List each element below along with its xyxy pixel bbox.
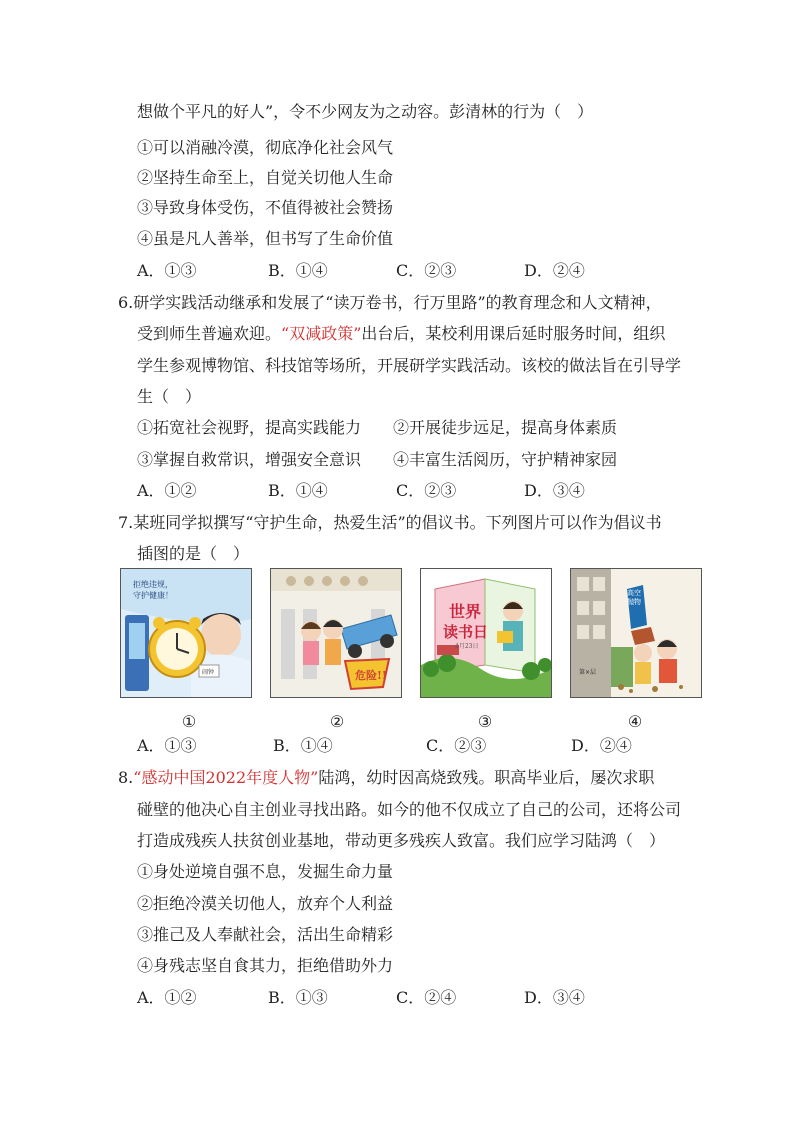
q5-option-d: D．②④ [524,261,585,280]
q6-item-3: ③掌握自救常识，增强安全意识 [137,450,362,469]
q8-highlight: “感动中国2022年度人物” [133,768,319,787]
pic4-floor-tag: 第×层 [579,669,597,676]
q8-stem-text: 陆鸿，幼时因高烧致残。职高毕业后，屡次求职 [318,768,655,787]
pic1-clock-label: 闹钟 [202,669,215,676]
q7-stem-line-2: 插图的是（ ） [137,544,250,563]
q6-stem-line-1: 6.研学实践活动继承和发展了“读万卷书，行万里路”的教育理念和人文精神， [118,293,662,312]
q6-stem-line-3: 学生参观博物馆、科技馆等场所，开展研学实践活动。该校的做法旨在引导学 [137,356,682,375]
q8-stem-line-1 [118,768,654,788]
pic3-title-line-2: 读书日 [443,623,489,641]
q8-stem-line-3: 打造成残疾人扶贫创业基地，带动更多残疾人致富。我们应学习陆鸿（ ） [137,831,666,850]
pic3-title-line-1: 世界 [449,602,482,621]
pic4-sign: 高空抛物 [627,589,641,606]
q7-option-a: A．①③ [137,736,197,755]
q8-item-3: ③推己及人奉献社会，活出生命精彩 [137,925,394,944]
q6-option-a: A．①② [137,481,197,500]
picture-label-4: ④ [627,712,643,731]
q7-option-c: C．②③ [426,736,487,755]
q8-item-4: ④身残志坚自食其力，拒绝借助外力 [137,956,394,975]
picture-label-1: ① [181,712,197,731]
q8-stem-line-2: 碰壁的他决心自主创业寻找出路。如今的他不仅成立了自己的公司，还将公司 [137,800,682,819]
q5-option-a: A．①③ [137,261,197,280]
q6-item-2: ②开展徒步远足，提高身体素质 [393,418,618,437]
q6-stem-text: 受到师生普遍欢迎。 [137,324,282,343]
q6-item-4: ④丰富生活阅历，守护精神家园 [393,450,618,469]
q6-option-c: C．②③ [396,481,457,500]
q8-option-b: B．①③ [268,988,328,1007]
q6-option-d: D．③④ [524,481,585,500]
q5-stem-continuation: 想做个平凡的好人”，令不少网友为之动容。彭清林的行为（ ） [137,102,594,121]
q7-option-d: D．②④ [571,736,632,755]
picture-label-2: ② [329,712,345,731]
q5-option-b: B．①④ [268,261,328,280]
pic3-date: 4月23日 [455,643,479,650]
q7-option-b: B．①④ [273,736,333,755]
q7-stem-line-1: 7.某班同学拟撰写“守护生命，热爱生活”的倡议书。下列图片可以作为倡议书 [118,513,662,532]
q5-item-2: ②坚持生命至上，自觉关切他人生命 [137,168,394,187]
q5-item-3: ③导致身体受伤，不值得被社会赞扬 [137,198,394,217]
q8-option-a: A．①② [137,988,197,1007]
pic2-danger-text: 危险!! [355,669,387,682]
q6-option-b: B．①④ [268,481,328,500]
q6-stem-line-2 [137,324,665,344]
q8-number: 8. [118,768,134,787]
q6-stem-line-4: 生（ ） [137,387,202,406]
q6-highlight: “双减政策” [281,324,362,343]
q8-option-c: C．②④ [396,988,457,1007]
pic1-caption: 拒绝违规， 守护健康！ [133,580,173,600]
q6-item-1: ①拓宽社会视野，提高实践能力 [137,418,362,437]
illustration-world-book-day [420,568,552,698]
illustration-clock-health [120,568,252,698]
picture-label-3: ③ [477,712,493,731]
q8-item-1: ①身处逆境自强不息，发掘生命力量 [137,862,394,881]
q5-item-1: ①可以消融冷漠，彻底净化社会风气 [137,138,394,157]
illustration-falling-object [570,568,702,698]
q8-option-d: D．③④ [524,988,585,1007]
illustration-traffic-danger [270,568,402,698]
q8-item-2: ②拒绝冷漠关切他人，放弃个人利益 [137,894,394,913]
q5-item-4: ④虽是凡人善举，但书写了生命价值 [137,229,394,248]
q5-option-c: C．②③ [396,261,457,280]
q6-stem-text-cont: 出台后，某校利用课后延时服务时间，组织 [361,324,666,343]
